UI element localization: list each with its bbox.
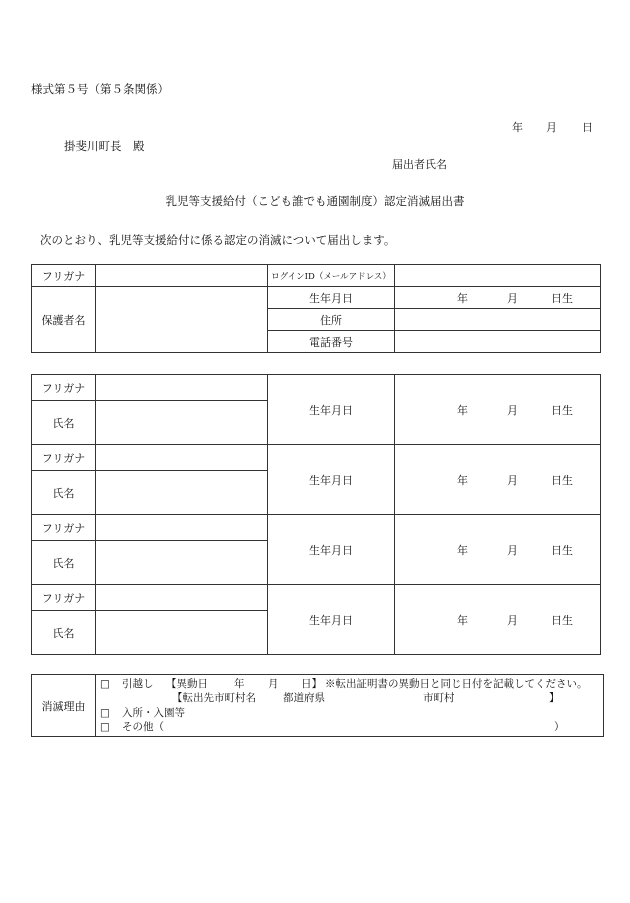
reason-destination-line [96,691,603,706]
dob-day-unit: 日生 [551,291,573,305]
dob-year-unit: 年 [457,403,468,417]
child-furigana-field[interactable] [96,375,268,401]
dob-day-unit: 日生 [551,613,573,627]
guardian-address-label: 住所 [268,309,395,331]
guardian-address-field[interactable] [395,309,601,331]
reason-other-option[interactable] [96,720,603,735]
dob-day-unit: 日生 [551,473,573,487]
checkbox[interactable]: □ [100,706,110,719]
guardian-dob-field[interactable] [395,287,601,309]
guardian-name-label: 保護者名 [32,287,96,353]
child-dob-label: 生年月日 [268,515,395,585]
guardian-table [31,264,601,353]
child-row [32,445,601,471]
dob-month-unit: 月 [507,403,518,417]
move-date-day-close: 日】 [301,677,322,690]
children-table [31,374,601,655]
child-furigana-field[interactable] [96,585,268,611]
destination-municipality: 市町村 [423,692,455,704]
move-date-open: 【異動日 [166,677,208,690]
child-name-label: 氏名 [32,611,96,655]
guardian-dob-label: 生年月日 [268,287,395,309]
dob-month-unit: 月 [507,543,518,557]
move-date-note: ※転出証明書の異動日と同じ日付を記載してください。 [325,677,588,690]
guardian-phone-label: 電話番号 [268,331,395,353]
guardian-phone-field[interactable] [395,331,601,353]
child-name-field[interactable] [96,611,268,655]
addressee: 掛斐川町長 殿 [64,139,145,153]
dob-day-unit: 日生 [551,403,573,417]
checkbox[interactable]: □ [100,721,110,733]
child-row [32,515,601,541]
move-date-month: 月 [268,677,279,690]
dob-year-unit: 年 [457,543,468,557]
child-name-label: 氏名 [32,471,96,515]
dob-month-unit: 月 [507,473,518,487]
destination-open: 【転出先市町村名 [172,692,256,704]
document-title: 乳児等支援給付（こども誰でも通園制度）認定消滅届出書 [165,194,465,208]
child-furigana-field[interactable] [96,515,268,541]
reason-nursery-option[interactable] [96,706,603,721]
date-year-label: 年 [512,121,523,134]
child-dob-field[interactable] [395,585,601,655]
moving-label: 引越し [122,677,154,690]
child-furigana-label: フリガナ [32,445,96,471]
dob-month-unit: 月 [507,613,518,627]
child-dob-field[interactable] [395,375,601,445]
child-name-field[interactable] [96,401,268,445]
form-number: 様式第５号（第５条関係） [31,82,169,96]
guardian-furigana-field[interactable] [96,265,268,287]
other-label: その他（ [122,721,164,733]
destination-close: 】 [549,692,560,704]
child-name-field[interactable] [96,471,268,515]
move-date-year: 年 [234,677,245,690]
child-dob-label: 生年月日 [268,585,395,655]
destination-prefecture: 都道府県 [283,692,325,704]
reason-label: 消滅理由 [32,675,96,737]
guardian-name-field[interactable] [96,287,268,353]
reason-moving-option[interactable] [96,677,603,692]
dob-year-unit: 年 [457,613,468,627]
child-name-field[interactable] [96,541,268,585]
guardian-furigana-label: フリガナ [32,265,96,287]
login-id-label: ログインID（メールアドレス） [268,265,395,287]
child-furigana-label: フリガナ [32,515,96,541]
intro-text: 次のとおり、乳児等支援給付に係る認定の消滅について届出します。 [40,233,396,247]
checkbox[interactable]: □ [100,677,110,690]
child-dob-label: 生年月日 [268,445,395,515]
date-month-label: 月 [546,121,557,134]
child-name-label: 氏名 [32,401,96,445]
child-dob-field[interactable] [395,445,601,515]
dob-year-unit: 年 [457,291,468,305]
dob-month-unit: 月 [507,291,518,305]
child-row [32,375,601,401]
child-name-label: 氏名 [32,541,96,585]
child-dob-label: 生年月日 [268,375,395,445]
reason-table [31,674,604,737]
submitter-name-label: 届出者氏名 [392,158,447,171]
child-furigana-label: フリガナ [32,375,96,401]
login-id-field[interactable] [395,265,601,287]
child-furigana-label: フリガナ [32,585,96,611]
dob-day-unit: 日生 [551,543,573,557]
dob-year-unit: 年 [457,473,468,487]
date-day-label: 日 [582,121,593,134]
other-close: ） [554,721,565,733]
child-row [32,585,601,611]
child-dob-field[interactable] [395,515,601,585]
child-furigana-field[interactable] [96,445,268,471]
nursery-label: 入所・入園等 [122,706,185,719]
